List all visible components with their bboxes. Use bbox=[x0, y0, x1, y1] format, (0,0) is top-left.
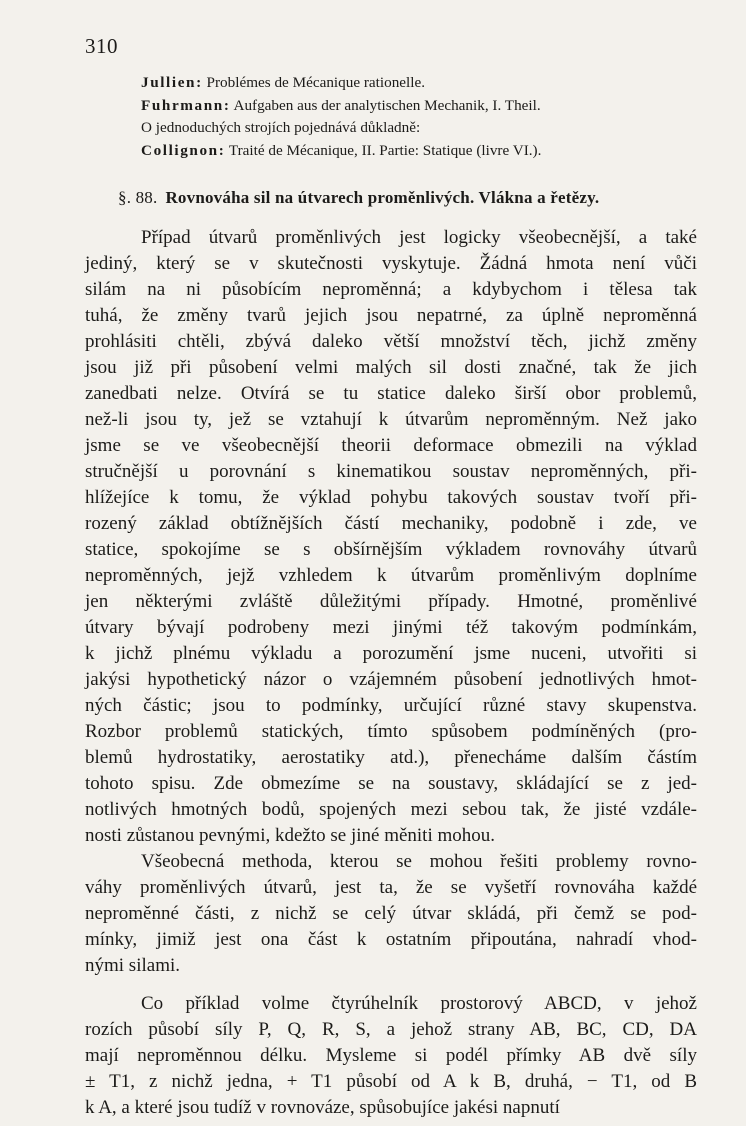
reference-text: Traité de Mécanique, II. Partie: Statique (livre VI.). bbox=[225, 141, 542, 159]
text-line: než-li jsou ty, jež se vztahují k útvarům neproměnným. Než jako bbox=[85, 409, 697, 430]
text-line: stručnější u porovnání s kinematikou soustav neproměnných, při- bbox=[85, 461, 697, 482]
text-line: silám na ni působícím neproměnná; a kdybychom i tělesa tak bbox=[85, 279, 697, 300]
text-line: statice, spokojíme se s obšírnějším výkladem rovnováhy útvarů bbox=[85, 539, 697, 560]
text-line: k jichž plnému výkladu a porozumění jsme nuceni, utvořiti si bbox=[85, 643, 697, 664]
text-line: váhy proměnlivých útvarů, jest ta, že se vyšetří rovnováha každé bbox=[85, 877, 697, 898]
text-line: Co příklad volme čtyrúhelník prostorový ABCD, v jehož bbox=[141, 993, 697, 1014]
text-line: mají neproměnnou délku. Mysleme si podél přímky AB dvě síly bbox=[85, 1045, 697, 1066]
section-heading bbox=[118, 188, 599, 208]
text-line: jakýsi hypothetický názor o vzájemném působení jednotlivých hmot- bbox=[85, 669, 697, 690]
text-line: neproměnných, jejž vzhledem k útvarům proměnlivým doplníme bbox=[85, 565, 697, 586]
text-line: rozený základ obtížnějších částí mechaniky, podobně i zde, ve bbox=[85, 513, 697, 534]
section-title: Rovnováha sil na útvarech proměnlivých. Vlákna a řetězy. bbox=[165, 188, 600, 207]
text-line: Případ útvarů proměnlivých jest logicky všeobecnější, a také bbox=[141, 227, 697, 248]
reference-item bbox=[141, 72, 701, 95]
reference-text: Problémes de Mécanique rationelle. bbox=[202, 74, 426, 91]
text-line: nými silami. bbox=[85, 955, 180, 976]
reference-author: Jullien: bbox=[141, 74, 203, 91]
text-line: prohlásiti chtěli, zbývá daleko větší množství těch, jichž změny bbox=[85, 331, 697, 352]
text-line: tuhá, že změny tvarů jejich jsou nepatrné, za úplně neproměnná bbox=[85, 305, 697, 326]
reference-text: O jednoduchých strojích pojednává důkladně: bbox=[141, 119, 421, 136]
section-number: §. 88. bbox=[118, 188, 158, 207]
reference-item bbox=[141, 117, 701, 140]
reference-text: Aufgaben aus der analytischen Mechanik, I. Theil. bbox=[230, 96, 541, 114]
text-line: útvary bývají podrobeny mezi jinými též takovým podmínkám, bbox=[85, 617, 697, 638]
paragraph bbox=[85, 849, 697, 979]
text-line: ných částic; jsou to podmínky, určující různé stavy skupenstva. bbox=[85, 695, 697, 716]
text-line: jen některými zvláště důležitými případy. Hmotné, proměnlivé bbox=[85, 591, 697, 612]
text-line: notlivých hmotných bodů, spojených mezi sebou tak, že jisté vzdále- bbox=[85, 799, 697, 820]
text-line: Rozbor problemů statických, tímto spůsobem podmíněných (pro- bbox=[85, 721, 697, 742]
reference-item bbox=[141, 95, 701, 118]
text-line: mínky, jimiž jest ona část k ostatním připoutána, nahradí vhod- bbox=[85, 929, 697, 950]
text-line: jediný, který se v skutečnosti vyskytuje. Žádná hmota není vůči bbox=[85, 253, 697, 274]
text-line: k A, a které jsou tudíž v rovnováze, spůsobujíce jakési napnutí bbox=[85, 1097, 560, 1118]
reference-author: Fuhrmann: bbox=[141, 96, 231, 114]
text-line: rozích působí síly P, Q, R, S, a jehož strany AB, BC, CD, DA bbox=[85, 1019, 697, 1040]
text-line: jsou již při působení velmi malých sil dosti značné, tak že jich bbox=[85, 357, 697, 378]
text-line: zanedbati nelze. Otvírá se tu statice daleko širší obor problemů, bbox=[85, 383, 697, 404]
text-line: tohoto spisu. Zde obmezíme se na soustavy, skládající se z jed- bbox=[85, 773, 697, 794]
reference-list bbox=[141, 72, 701, 162]
reference-author: Collignon: bbox=[141, 141, 226, 159]
text-line: neproměnné části, z nichž se celý útvar skládá, při čemž se pod- bbox=[85, 903, 697, 924]
text-line: ± T1, z nichž jedna, + T1 působí od A k B, druhá, − T1, od B bbox=[85, 1071, 697, 1092]
text-line: Všeobecná methoda, kterou se mohou řešiti problemy rovno- bbox=[141, 851, 697, 872]
text-line: nosti zůstanou pevnými, kdežto se jiné měniti mohou. bbox=[85, 825, 496, 846]
text-line: jsme se ve všeobecnější theorii deformace obmezili na výklad bbox=[85, 435, 697, 456]
paragraph bbox=[85, 225, 697, 849]
reference-item bbox=[141, 140, 701, 163]
paragraph bbox=[85, 991, 697, 1121]
text-line: blemů hydrostatiky, aerostatiky atd.), přenecháme dalším částím bbox=[85, 747, 697, 768]
body-text bbox=[85, 225, 697, 1121]
text-line: hlížejíce k tomu, že výklad pohybu takových soustav tvoří při- bbox=[85, 487, 697, 508]
page-number: 310 bbox=[85, 34, 118, 58]
